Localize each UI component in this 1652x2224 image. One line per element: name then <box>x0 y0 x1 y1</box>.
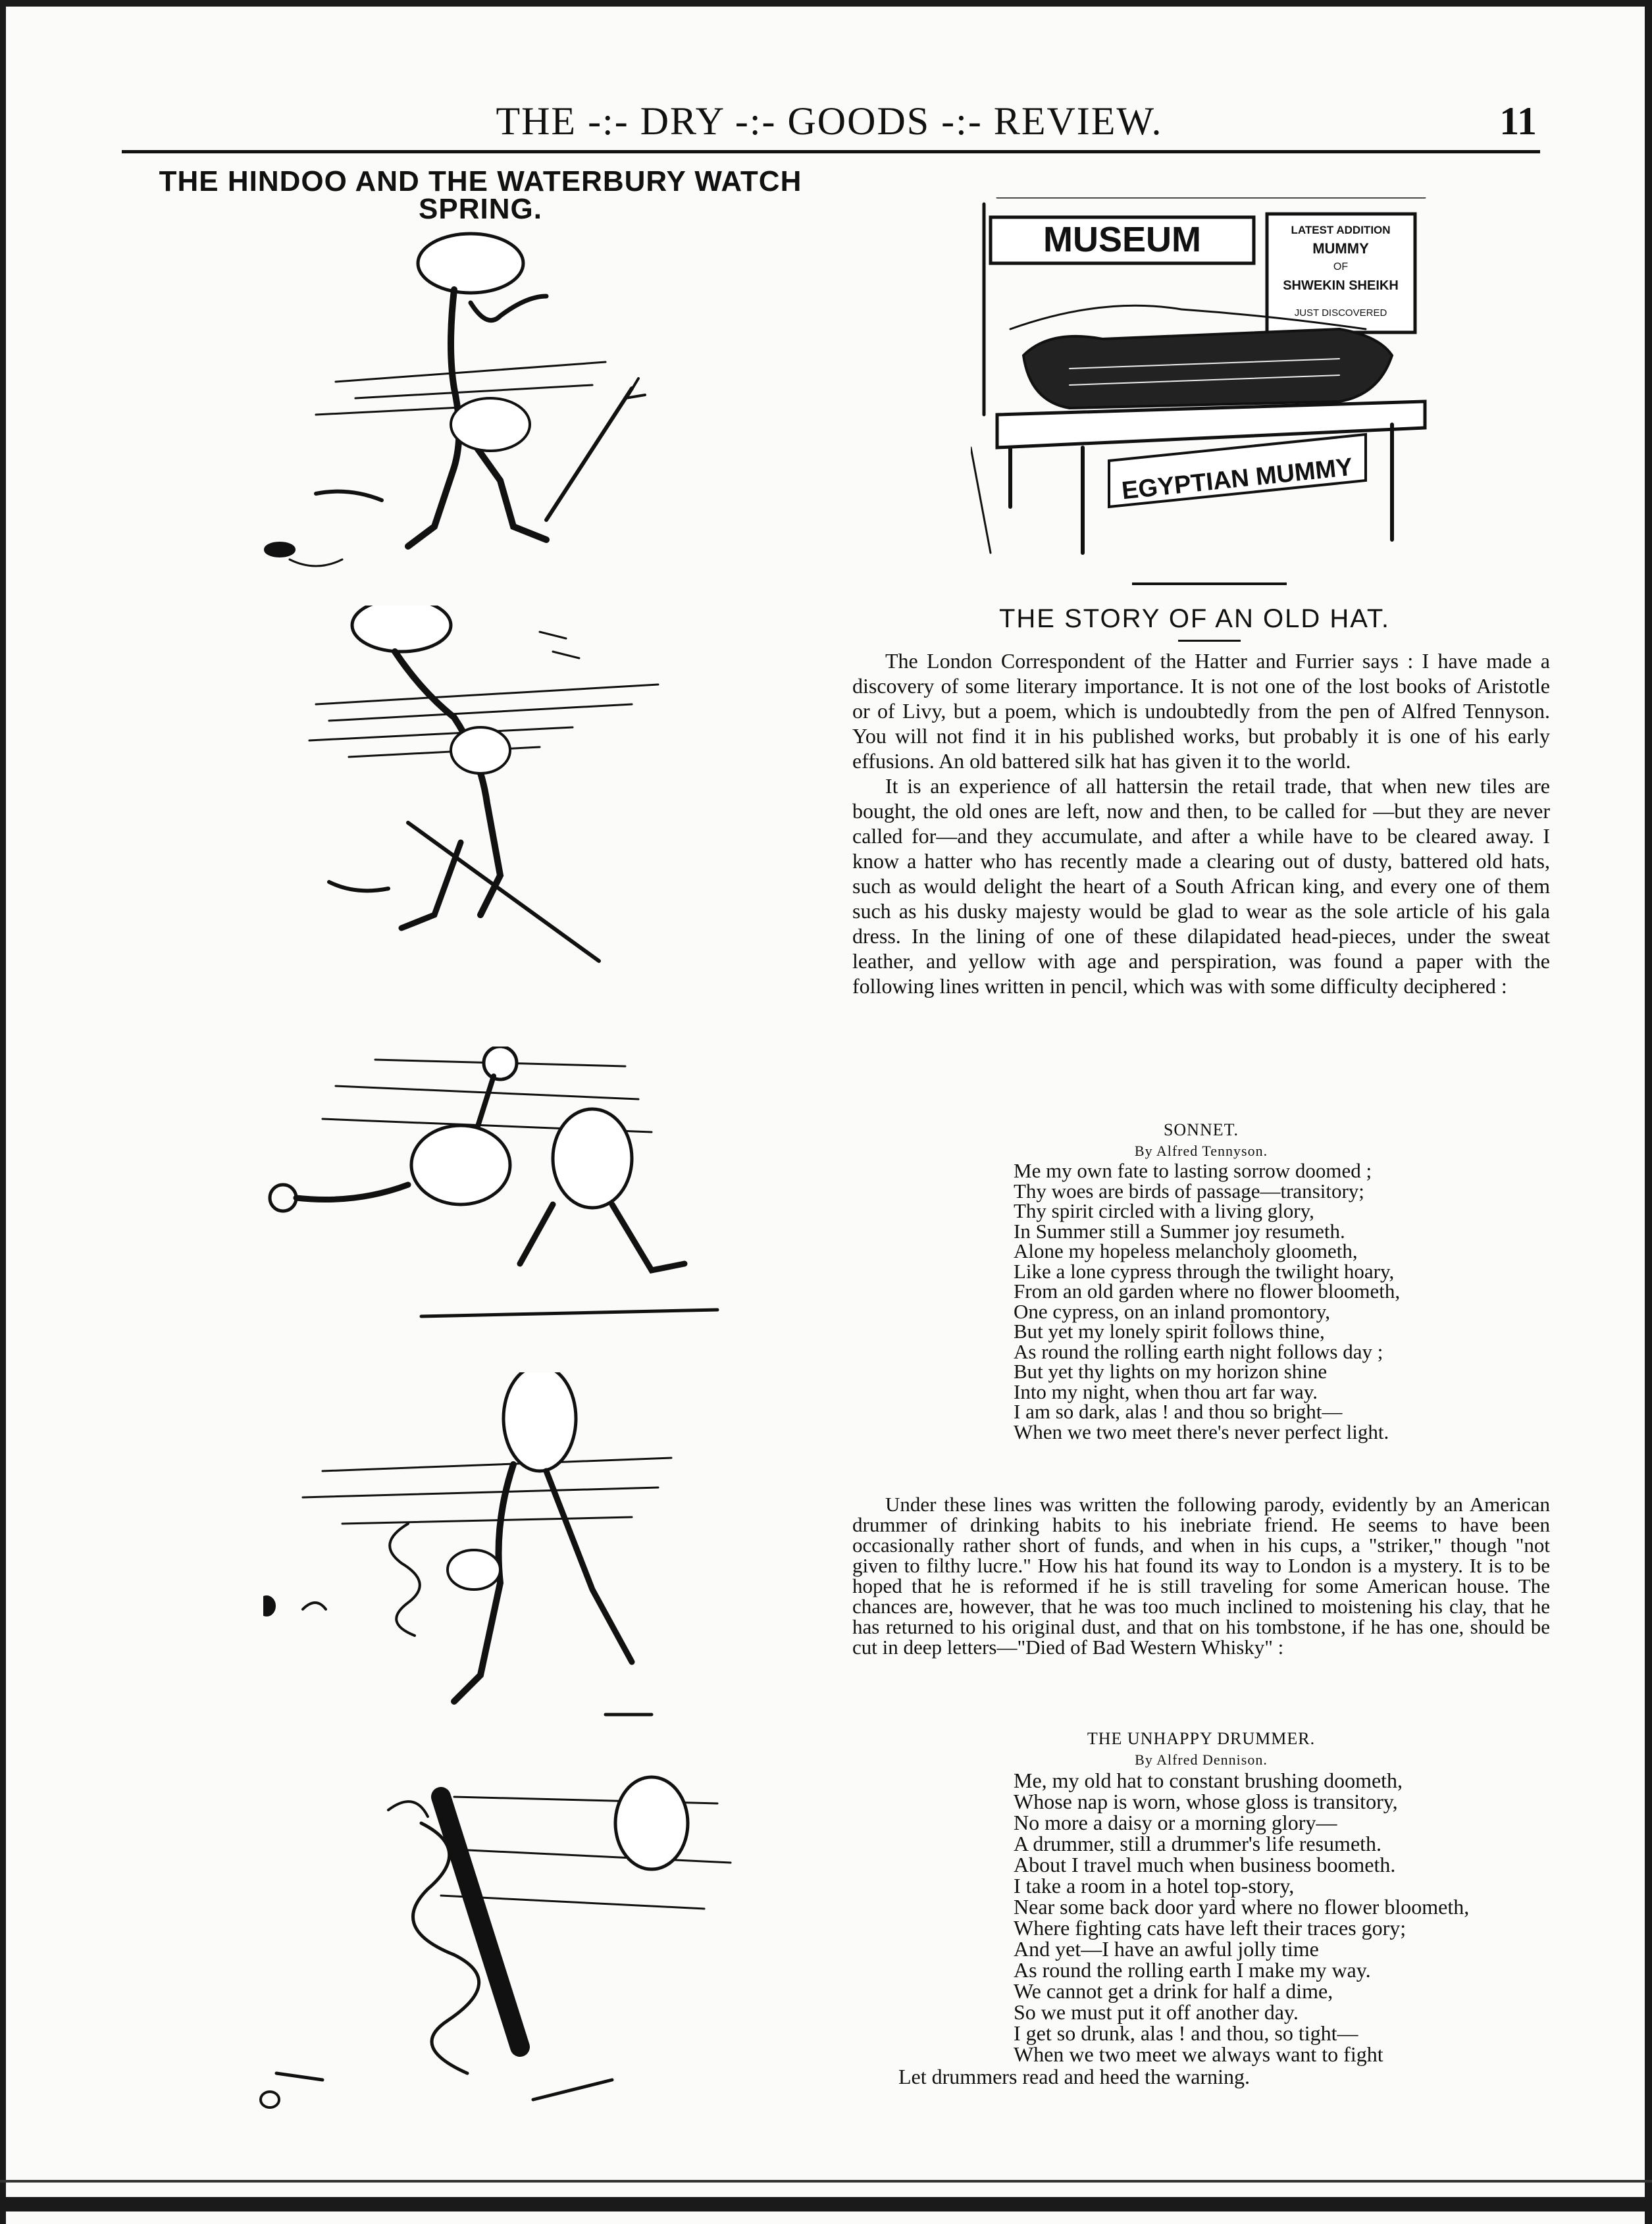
placard-line-5: JUST DISCOVERED <box>1294 307 1387 319</box>
story-paragraph-3: Under these lines was written the following parody, evidently by an American drummer of drinking habits to his inebriate friend. He seems to have been occasionally rather short of funds, and when in his cups, a "striker," though "not given to filthy lucre." How his hat found its way to London is a mystery. It is to be hoped that he is reformed if he is still traveling for some American house. The chances are, however, that he was too much inclined to moistening his clay, that he has returned to his original dust, and that on his tombstone, if he has one, should be cut in deep letters—"Died of Bad Western Whisky" : <box>852 1493 1550 1659</box>
scan-edge-bottom <box>0 2197 1652 2211</box>
sonnet-line: Alone my hopeless melancholy gloometh, <box>1014 1239 1358 1262</box>
story-paragraph-2: It is an experience of all hattersin the retail trade, that when new tiles are bought, the old ones are left, now and then, to be called for —but they are never called for—and they accumulate, and after a while have to be cleared away. I know a hatter who has recently made a clearing out of dusty, battered old hats, such as would delight the heart of a South African king, and every one of them such as his dusky majesty would be glad to wear as the sole article of his gala dress. In the lining of one of these dilapidated head-pieces, under the sweat leather, and yellow with age and perspiration, was found a paper with the following lines written in pencil, which was with some difficulty deciphered : <box>852 774 1550 998</box>
parody-lines <box>852 1770 1550 2065</box>
parody-author: By Alfred Dennison. <box>1135 1751 1268 1768</box>
parody-line: No more a daisy or a morning glory— <box>1014 1811 1337 1834</box>
hindoo-tangled-illustration <box>257 1771 757 2113</box>
masthead-title: THE -:- DRY -:- GOODS -:- REVIEW. <box>496 99 1163 143</box>
sonnet-line: Me my own fate to lasting sorrow doomed ; <box>1014 1159 1372 1182</box>
sonnet-line: But yet my lonely spirit follows thine, <box>1014 1320 1325 1343</box>
cartoon-panel-1 <box>237 217 763 586</box>
parody-line: We cannot get a drink for half a dime, <box>1014 1979 1333 2003</box>
page-number: 11 <box>1499 99 1537 143</box>
scan-edge-bottom-line <box>0 2180 1652 2183</box>
sonnet-line: Thy spirit circled with a living glory, <box>1014 1199 1314 1222</box>
cartoon-heading-line2: SPRING. <box>419 193 542 225</box>
story-rule-mid <box>1178 640 1241 642</box>
hindoo-crouching-illustration <box>257 1047 731 1349</box>
hindoo-spring-uncoiling-illustration <box>263 1372 737 1741</box>
museum-sign-text: MUSEUM <box>1043 220 1201 259</box>
cartoon-heading <box>118 165 842 225</box>
parody-line: About I travel much when business boometh. <box>1014 1853 1396 1876</box>
placard-line-2: MUMMY <box>1312 240 1369 257</box>
closing-line: Let drummers read and heed the warning. <box>898 2065 1251 2088</box>
scan-edge-right <box>1645 0 1652 2224</box>
sonnet-block <box>852 1119 1550 1442</box>
cartoon-panel-4 <box>263 1372 737 1741</box>
scan-edge-left <box>0 0 6 2224</box>
cartoon-heading-line1: THE HINDOO AND THE WATERBURY WATCH <box>159 165 802 197</box>
sonnet-line: I am so dark, alas ! and thou so bright— <box>1014 1400 1343 1423</box>
parody-line: Where fighting cats have left their traces gory; <box>1014 1916 1407 1940</box>
parody-title: THE UNHAPPY DRUMMER. <box>1087 1729 1316 1748</box>
sonnet-lines <box>852 1161 1550 1442</box>
placard-line-3: OF <box>1333 261 1349 272</box>
parody-line: Whose nap is worn, whose gloss is transitory, <box>1014 1790 1398 1813</box>
sonnet-author: By Alfred Tennyson. <box>1134 1143 1268 1159</box>
parody-line: And yet—I have an awful jolly time <box>1014 1937 1319 1961</box>
bench-label-text: EGYPTIAN MUMMY <box>1120 453 1355 505</box>
story-title: THE STORY OF AN OLD HAT. <box>998 604 1391 633</box>
page-header <box>122 92 1537 151</box>
sonnet-line: From an old garden where no flower bloometh, <box>1014 1280 1401 1303</box>
hindoo-walking-illustration <box>237 217 763 586</box>
story-rule-top <box>1132 582 1287 585</box>
cartoon-panel-5 <box>257 1771 757 2113</box>
parody-line: So we must put it off another day. <box>1014 2000 1299 2024</box>
placard-line-4: SHWEKIN SHEIKH <box>1283 278 1399 293</box>
sonnet-line: One cypress, on an inland promontory, <box>1014 1299 1330 1323</box>
parody-line: A drummer, still a drummer's life resumeth. <box>1014 1832 1382 1855</box>
cartoon-panel-3 <box>257 1047 731 1349</box>
sonnet-line: Thy woes are birds of passage—transitory; <box>1014 1179 1364 1203</box>
parody-line: I get so drunk, alas ! and thou, so tight— <box>1014 2021 1358 2045</box>
museum-mummy-illustration <box>971 197 1432 566</box>
header-rule <box>122 150 1540 153</box>
parody-block <box>852 1728 1550 2088</box>
museum-scene <box>971 197 1432 566</box>
sonnet-line: In Summer still a Summer joy resumeth. <box>1014 1219 1345 1243</box>
sonnet-line: But yet thy lights on my horizon shine <box>1014 1360 1328 1383</box>
story-parody-intro <box>852 1494 1550 1657</box>
sonnet-line: As round the rolling earth night follows day ; <box>1014 1339 1383 1363</box>
cartoon-panel-2 <box>290 606 763 974</box>
story-intro <box>852 648 1550 998</box>
parody-line: Me, my old hat to constant brushing doometh, <box>1014 1769 1403 1792</box>
hindoo-stooping-illustration <box>290 606 763 974</box>
placard-line-1: LATEST ADDITION <box>1291 224 1391 236</box>
parody-line: Near some back door yard where no flower bloometh, <box>1014 1895 1470 1919</box>
parody-line: I take a room in a hotel top-story, <box>1014 1874 1295 1898</box>
sonnet-title: SONNET. <box>1163 1120 1239 1139</box>
sonnet-line: When we two meet there's never perfect light. <box>1014 1420 1389 1443</box>
scan-edge-top <box>0 0 1652 7</box>
parody-line: When we two meet we always want to fight <box>1014 2042 1383 2066</box>
parody-line: As round the rolling earth I make my way. <box>1014 1958 1371 1982</box>
story-paragraph-1: The London Correspondent of the Hatter and Furrier says : I have made a discovery of some literary importance. It is not one of the lost books of Aristotle or of Livy, but a poem, which is undoubtedly from the pen of Alfred Tennyson. You will not find it in his published works, but probably it is one of his early effusions. An old battered silk hat has given it to the world. <box>852 649 1550 773</box>
sonnet-line: Like a lone cypress through the twilight hoary, <box>1014 1259 1395 1283</box>
sonnet-line: Into my night, when thou art far way. <box>1014 1380 1318 1403</box>
